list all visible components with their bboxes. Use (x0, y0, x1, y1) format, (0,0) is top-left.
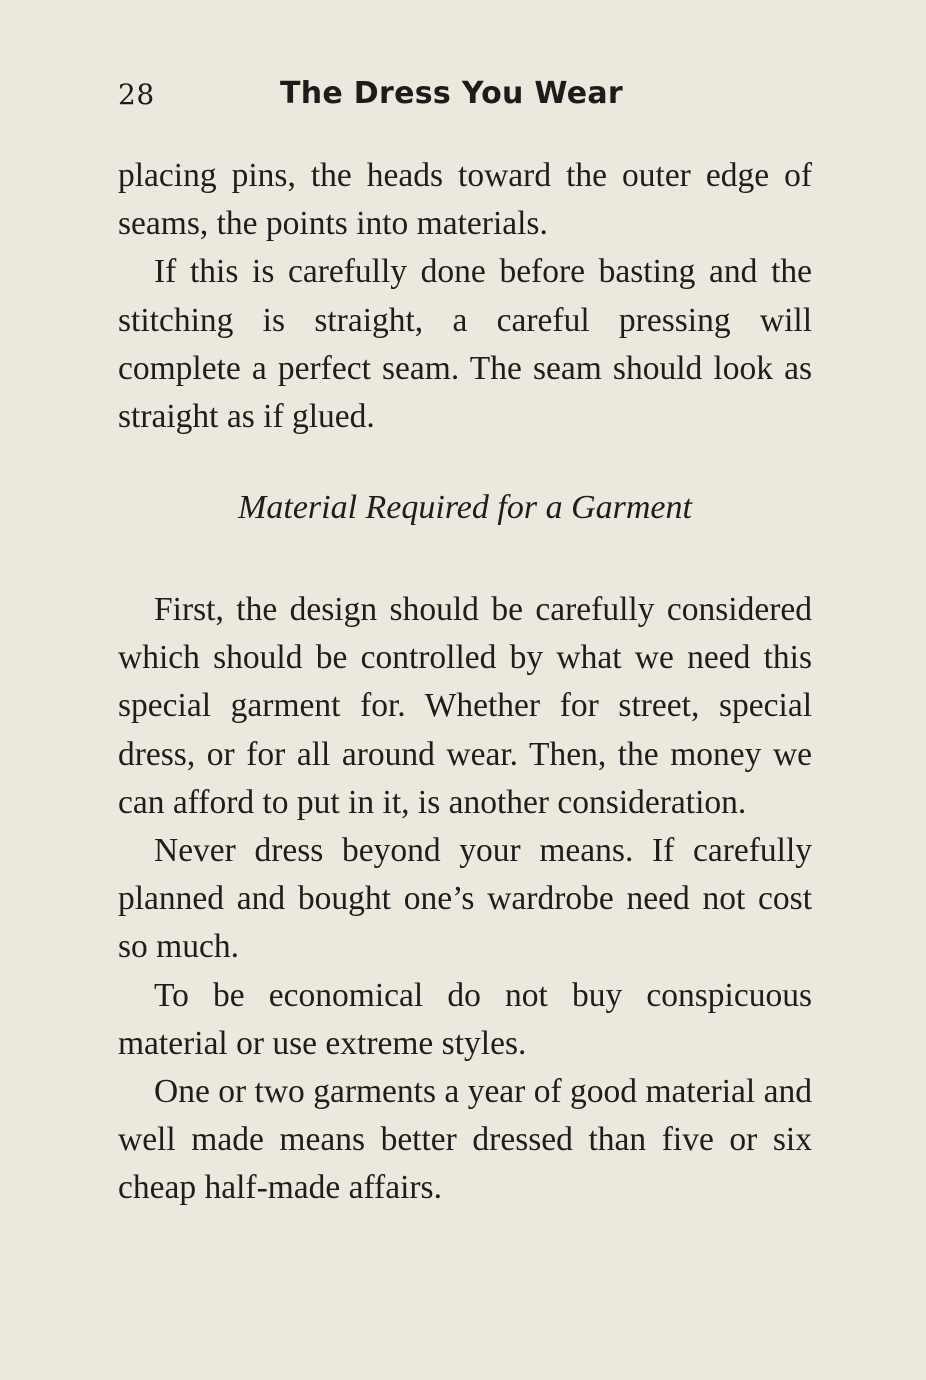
paragraph: Never dress beyond your means. If carefully planned and bought one’s wardrobe need not cost so much. (118, 832, 812, 966)
paragraph: If this is carefully done before basting and the stitching is straight, a careful pressing will complete a perfect seam. The seam should look as straight as if glued. (118, 253, 812, 436)
paragraph: First, the design should be carefully considered which should be controlled by what we need this special garment for. Whether for street, special dress, or for all around wear. Then, the money we can afford to put in it, is another consideration. (118, 591, 812, 821)
paragraph: To be economical do not buy conspicuous material or use extreme styles. (118, 976, 812, 1062)
continuation-text (118, 152, 812, 441)
paragraph: One or two garments a year of good material and well made means better dressed than five or six cheap half-made affairs. (118, 1073, 812, 1207)
running-head (118, 76, 812, 120)
paragraph-continued: placing pins, the heads toward the outer edge of seams, the points into materials. (118, 157, 812, 243)
page-number: 28 (118, 78, 155, 111)
section-heading: Material Required for a Garment (238, 489, 692, 526)
book-title: The Dress You Wear (280, 76, 624, 111)
section-body (118, 586, 812, 1213)
